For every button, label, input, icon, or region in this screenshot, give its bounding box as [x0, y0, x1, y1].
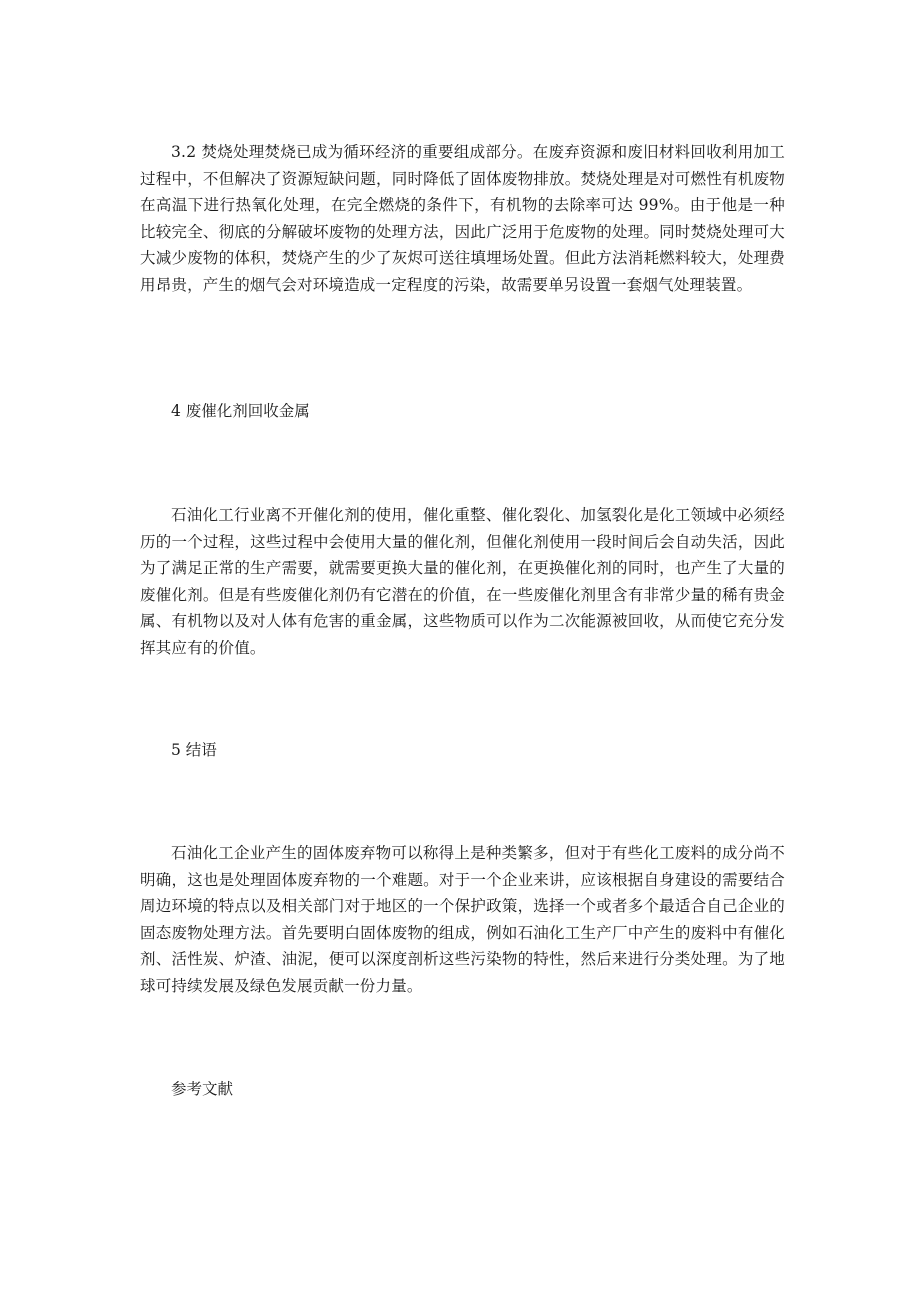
paragraph-section-3-2: 3.2 焚烧处理焚烧已成为循环经济的重要组成部分。在废弃资源和废旧材料回收利用加工过程中，不但解决了资源短缺问题，同时降低了固体废物排放。焚烧处理是对可燃性有机废物在高温下进行热氧化处理，在完全燃烧的条件下，有机物的去除率可达 99%。由于他是一种比较完全、彻底的分解破坏废物的处理方法，因此广泛用于危废物的处理。同时焚烧处理可大大减少废物的体积，焚烧产生的少了灰烬可送往填埋场处置。但此方法消耗燃料较大，处理费用昂贵，产生的烟气会对环境造成一定程度的污染，故需要单另设置一套烟气处理装置。	[140, 143, 785, 294]
heading-section-4: 4 废催化剂回收金属	[171, 402, 310, 420]
paragraph-section-5: 石油化工企业产生的固体废弃物可以称得上是种类繁多，但对于有些化工废料的成分尚不明确，这也是处理固体废弃物的一个难题。对于一个企业来讲，应该根据自身建设的需要结合周边环境的特点以及相关部门对于地区的一个保护政策，选择一个或者多个最适合自己企业的固态废物处理方法。首先要明白固体废物的组成，例如石油化工生产厂中产生的废料中有催化剂、活性炭、炉渣、油泥，便可以深度剖析这些污染物的特性，然后来进行分类处理。为了地球可持续发展及绿色发展贡献一份力量。	[140, 844, 785, 995]
paragraph-section-4: 石油化工行业离不开催化剂的使用，催化重整、催化裂化、加氢裂化是化工领域中必须经历的一个过程，这些过程中会使用大量的催化剂，但催化剂使用一段时间后会自动失活，因此为了满足正常的生产需要，就需要更换大量的催化剂，在更换催化剂的同时，也产生了大量的废催化剂。但是有些废催化剂仍有它潜在的价值，在一些废催化剂里含有非常少量的稀有贵金属、有机物以及对人体有危害的重金属，这些物质可以作为二次能源被回收，从而使它充分发挥其应有的价值。	[140, 506, 785, 657]
heading-section-5: 5 结语	[171, 741, 217, 759]
references-heading: 参考文献	[171, 1080, 234, 1098]
